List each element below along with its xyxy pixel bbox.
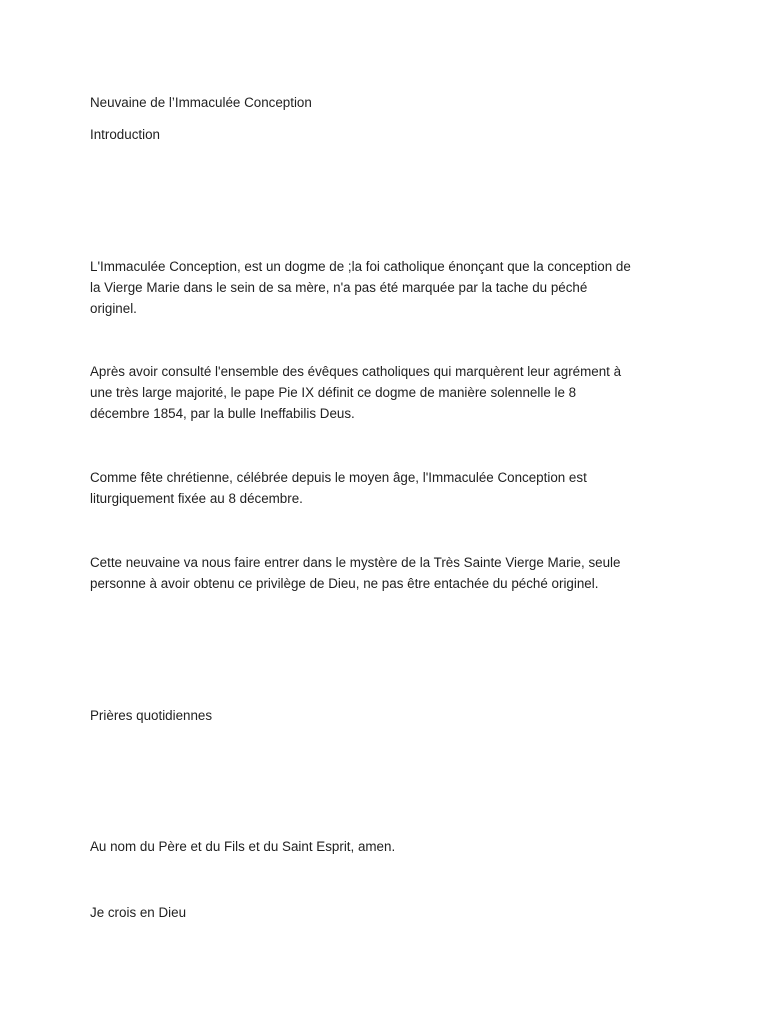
paragraph-dogma — [90, 256, 690, 319]
paragraph-line: Comme fête chrétienne, célébrée depuis le moyen âge, l'Immaculée Conception est — [90, 470, 587, 485]
paragraph-line: personne à avoir obtenu ce privilège de Dieu, ne pas être entachée du péché originel. — [90, 576, 599, 591]
document-title: Neuvaine de l’Immaculée Conception — [90, 95, 312, 110]
prayers-heading: Prières quotidiennes — [90, 708, 213, 723]
paragraph-line: Après avoir consulté l'ensemble des évêques catholiques qui marquèrent leur agrément à — [90, 364, 622, 379]
sign-of-cross-text: Au nom du Père et du Fils et du Saint Esprit, amen. — [90, 839, 396, 854]
introduction-heading: Introduction — [90, 127, 160, 142]
creed-heading: Je crois en Dieu — [90, 905, 187, 920]
paragraph-novena — [90, 552, 690, 594]
paragraph-line: la Vierge Marie dans le sein de sa mère, n'a pas été marquée par la tache du péché — [90, 280, 588, 295]
paragraph-line: une très large majorité, le pape Pie IX définit ce dogme de manière solennelle le 8 — [90, 385, 577, 400]
paragraph-line: décembre 1854, par la bulle Ineffabilis Deus. — [90, 406, 355, 421]
paragraph-line: Cette neuvaine va nous faire entrer dans le mystère de la Très Sainte Vierge Marie, seule — [90, 555, 621, 570]
paragraph-definition — [90, 361, 690, 424]
paragraph-line: L'Immaculée Conception, est un dogme de ;la foi catholique énonçant que la conception de — [90, 259, 631, 274]
paragraph-line: liturgiquement fixée au 8 décembre. — [90, 491, 303, 506]
paragraph-feast — [90, 467, 690, 509]
paragraph-line: originel. — [90, 301, 137, 316]
